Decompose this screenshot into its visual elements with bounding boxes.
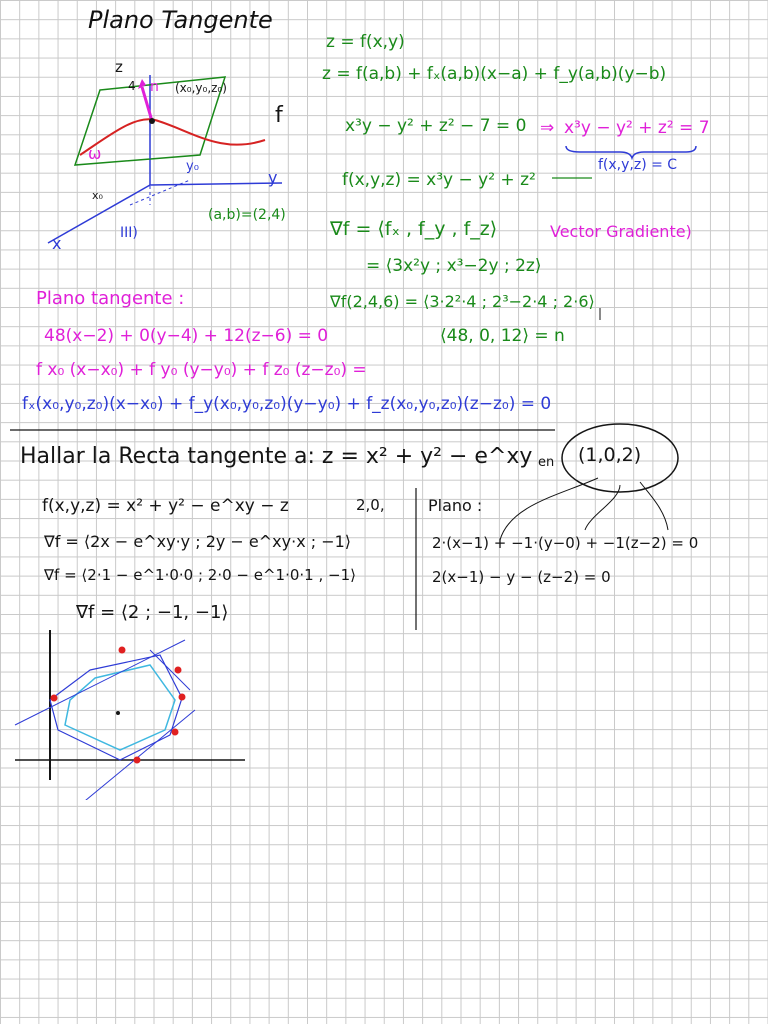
surface-curve bbox=[80, 119, 265, 155]
f-label: f bbox=[275, 103, 283, 128]
general-formula-1: f x₀ (x−x₀) + f y₀ (y−y₀) + f z₀ (z−z₀) = bbox=[36, 360, 367, 380]
center-dot bbox=[116, 711, 120, 715]
inner-polygon bbox=[65, 665, 175, 750]
y-axis-label: y bbox=[268, 168, 278, 187]
tangent-point-dot bbox=[175, 667, 182, 674]
tangent-point-dot bbox=[179, 694, 186, 701]
tangent-line bbox=[15, 640, 185, 725]
tangent-line bbox=[150, 650, 190, 690]
plane-result: 48(x−2) + 0(y−4) + 12(z−6) = 0 bbox=[44, 326, 329, 346]
part2-heading: Hallar la Recta tangente a: z = x² + y² − e^xy bbox=[20, 444, 533, 469]
point-ab-label: (a,b)=(2,4) bbox=[208, 207, 286, 223]
tangent-plane-sketch bbox=[30, 55, 300, 260]
point-coords-label: 2,0, bbox=[356, 496, 385, 514]
plane-line-2: 2(x−1) − y − (z−2) = 0 bbox=[432, 568, 611, 586]
tangent-line bbox=[80, 710, 195, 800]
surface-equation-rewritten: x³y − y² + z² = 7 bbox=[564, 118, 710, 138]
pointer-arrow bbox=[640, 482, 668, 530]
gradient-line-1: ∇f = ⟨2x − e^xy·y ; 2y − e^xy·x ; −1⟩ bbox=[44, 532, 352, 551]
given-point: (1,0,2) bbox=[578, 444, 642, 466]
implies-arrow: ⇒ bbox=[540, 118, 555, 138]
tangent-point-dot bbox=[172, 729, 179, 736]
tangent-lines-sketch bbox=[10, 630, 250, 800]
point-label: (x₀,y₀,z₀) bbox=[175, 81, 227, 95]
level-surface-label: f(x,y,z) = C bbox=[598, 157, 678, 173]
omega-label: ω bbox=[88, 144, 102, 163]
tangent-point bbox=[149, 118, 155, 124]
normal-label: n bbox=[150, 79, 159, 95]
gradient-line-2: ∇f = ⟨2·1 − e^1·0·0 ; 2·0 − e^1·0·1 , −1⟩ bbox=[44, 566, 356, 584]
z-def: z = f(x,y) bbox=[326, 32, 405, 52]
tangent-point-dot bbox=[134, 757, 141, 764]
y-axis-line bbox=[150, 183, 282, 185]
gradient-at-point: ∇f(2,4,6) = ⟨3·2²·4 ; 2³−2·4 ; 2·6⟩ bbox=[330, 292, 595, 311]
general-formula-2: fₓ(x₀,y₀,z₀)(x−x₀) + f_y(x₀,y₀,z₀)(y−y₀) + f_z(x₀,y₀,z₀)(z−z₀) = 0 bbox=[22, 394, 552, 414]
tangent-plane-formula: z = f(a,b) + fₓ(a,b)(x−a) + f_y(a,b)(y−b) bbox=[322, 64, 667, 84]
en-label: en bbox=[538, 455, 555, 470]
page-title: Plano Tangente bbox=[88, 6, 273, 34]
plane-line-1: 2·(x−1) + −1·(y−0) + −1(z−2) = 0 bbox=[432, 534, 699, 552]
four-label: 4 bbox=[128, 79, 136, 93]
projection-line bbox=[130, 180, 190, 205]
gradient-computed: = ⟨3x²y ; x³−2y ; 2z⟩ bbox=[366, 256, 542, 276]
pointer-arrow bbox=[500, 478, 598, 540]
pointer-arrow bbox=[585, 485, 620, 530]
y0-label: y₀ bbox=[186, 159, 199, 174]
gradient-value: ⟨48, 0, 12⟩ = n bbox=[440, 326, 565, 346]
outer-polygon bbox=[50, 655, 182, 760]
plano-tangente-label: Plano tangente : bbox=[36, 288, 185, 309]
x0-label: x₀ bbox=[92, 189, 103, 202]
surface-equation: x³y − y² + z² − 7 = 0 bbox=[345, 116, 527, 136]
f-definition: f(x,y,z) = x³y − y² + z² bbox=[342, 170, 536, 190]
x-axis-label: x bbox=[52, 234, 62, 253]
vector-gradiente-label: Vector Gradiente) bbox=[550, 222, 692, 241]
plano-label: Plano : bbox=[428, 496, 483, 515]
tangent-point-dot bbox=[51, 695, 58, 702]
gradient-line-3: ∇f = ⟨2 ; −1, −1⟩ bbox=[76, 602, 229, 623]
tangent-point-dot bbox=[119, 647, 126, 654]
f-function-line: f(x,y,z) = x² + y² − e^xy − z bbox=[42, 496, 289, 516]
gradient-definition: ∇f = ⟨fₓ , f_y , f_z⟩ bbox=[330, 218, 498, 240]
z-axis-label: z bbox=[115, 58, 123, 76]
roman-three-label: III) bbox=[120, 225, 138, 241]
